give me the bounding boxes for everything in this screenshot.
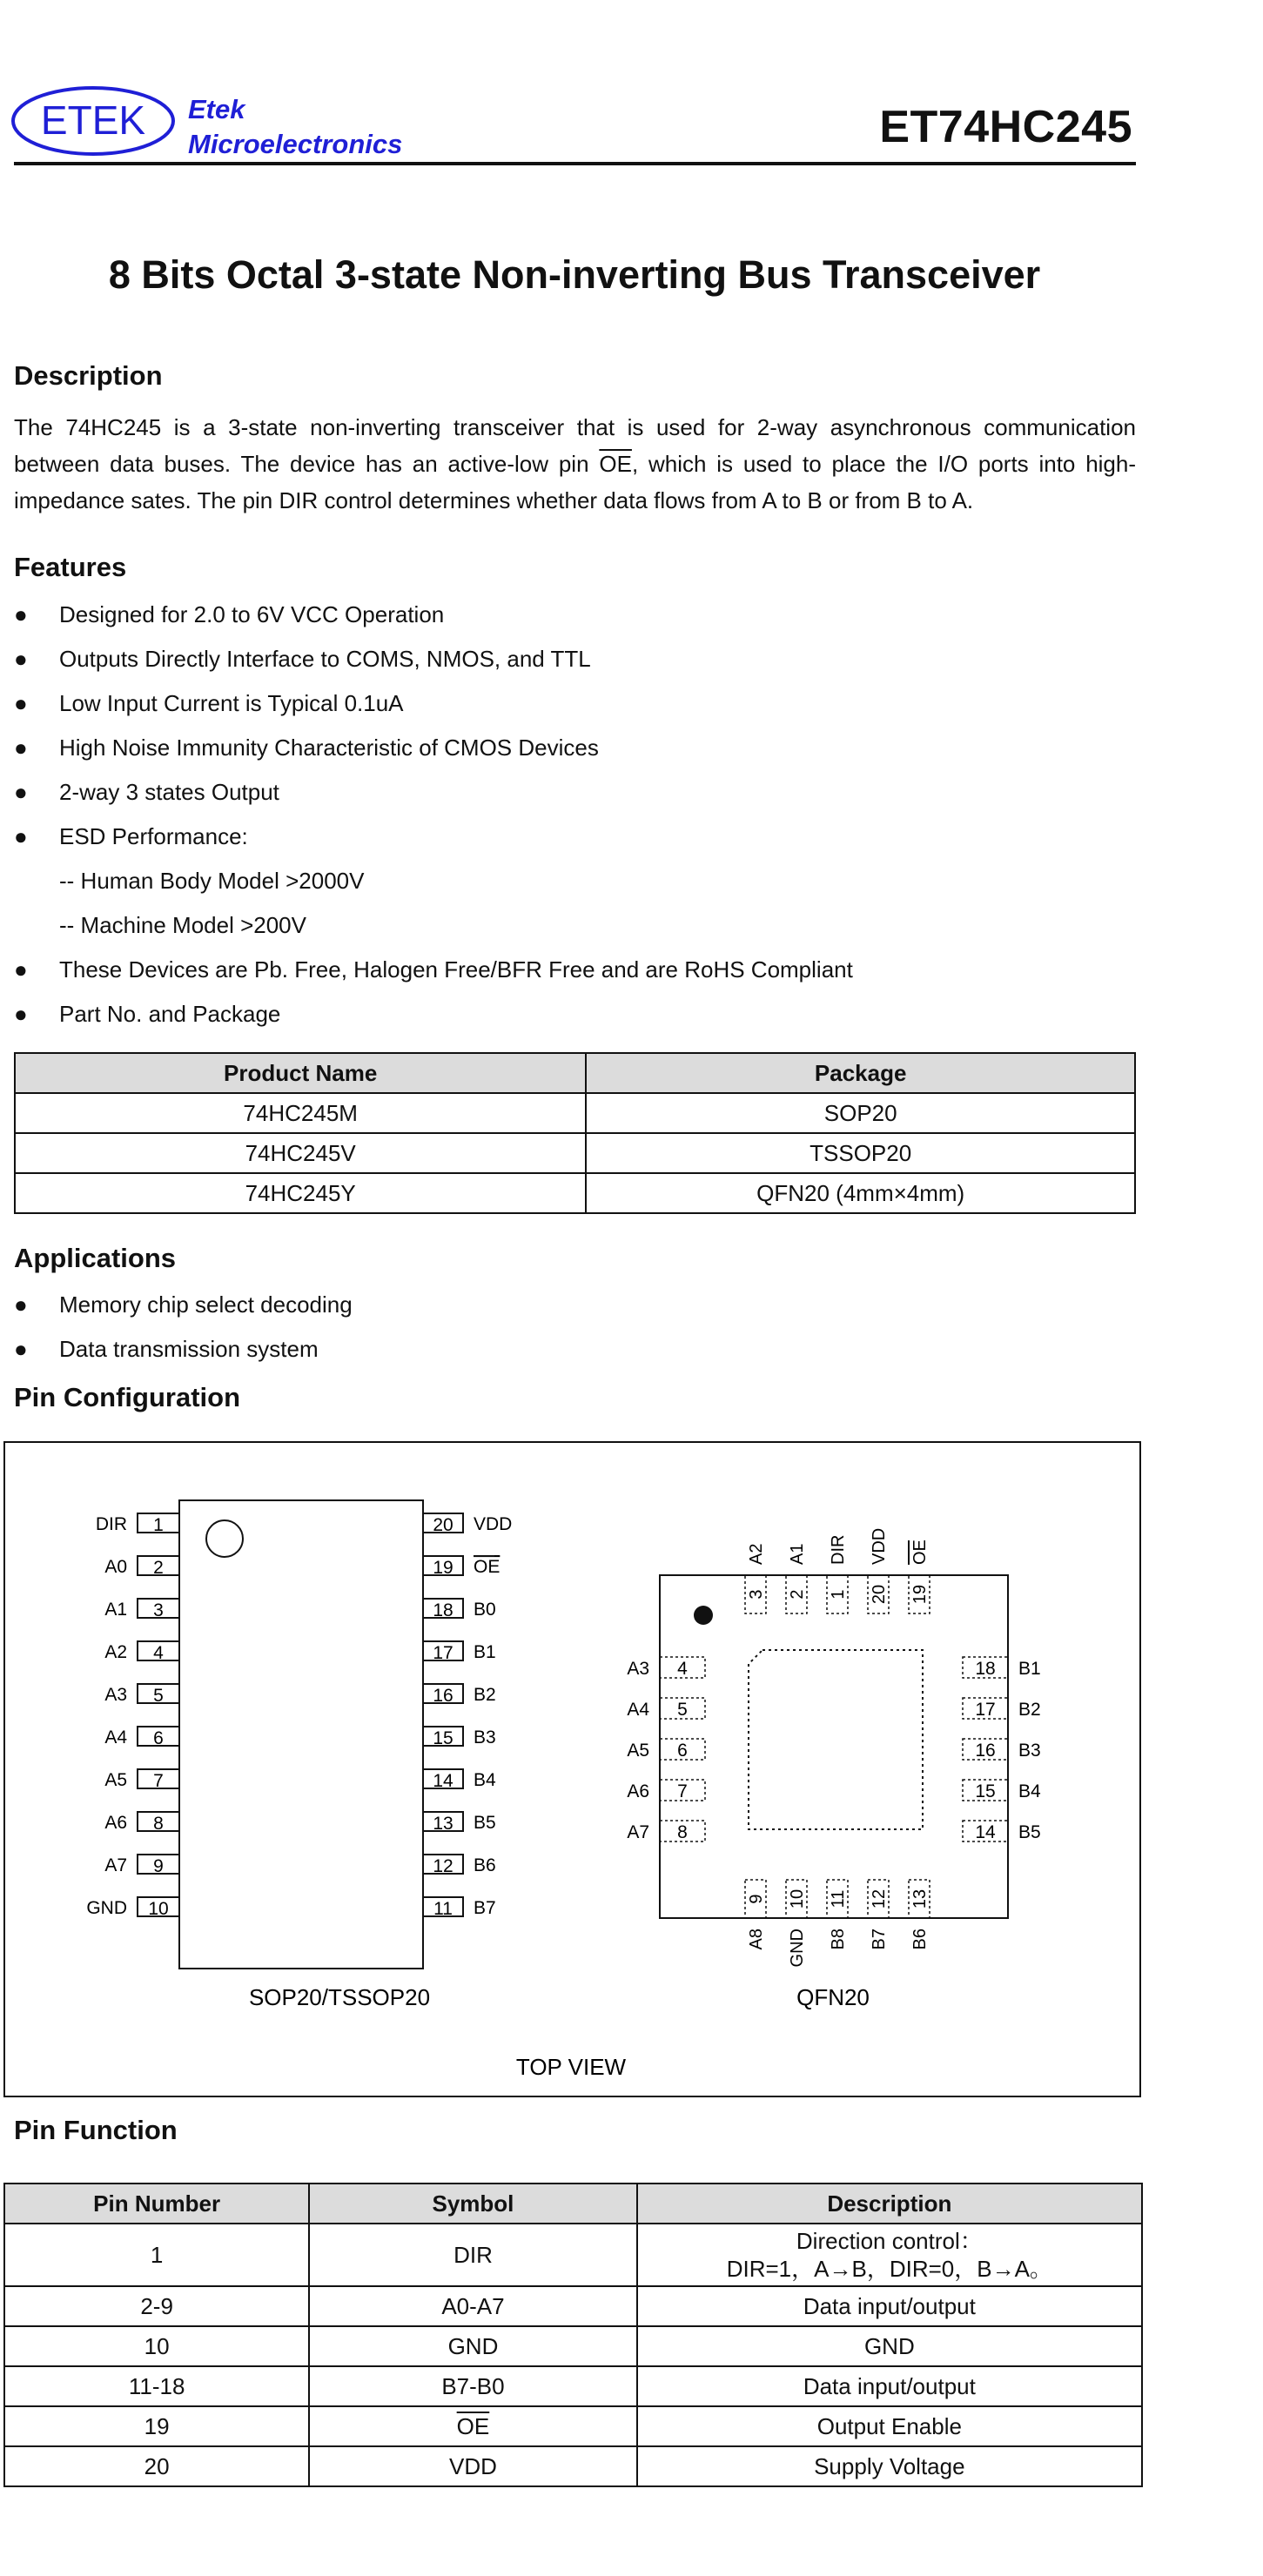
pin-name: B8: [829, 1929, 848, 1950]
pin-number: 5: [677, 1700, 688, 1720]
table-row: [4, 2326, 1142, 2366]
table-row: [4, 2406, 1142, 2446]
pin-name: A8: [747, 1929, 766, 1950]
pin-name: B5: [1018, 1822, 1041, 1842]
pin-number: 16: [975, 1741, 996, 1761]
bullet-icon: ●: [14, 601, 28, 627]
pin-number-cell: 2-9: [4, 2286, 309, 2326]
pin-name: B1: [474, 1642, 496, 1662]
pin-name: A5: [627, 1741, 649, 1761]
sop-pin-15: [423, 1727, 496, 1748]
oe-symbol: $\overline{OE}$: [456, 2412, 490, 2439]
header-product-name: Product Name: [15, 1053, 586, 1093]
pin-number-cell: 1: [4, 2224, 309, 2286]
table-row: [4, 2366, 1142, 2406]
pin-number: 3: [747, 1589, 766, 1600]
sop-pin-2: [104, 1556, 179, 1578]
description-line-2: DIR=1，A→B，DIR=0，B→A。: [726, 2256, 1052, 2282]
pin-name: B3: [1018, 1741, 1041, 1761]
pin-name: A4: [627, 1700, 649, 1720]
application-text: Memory chip select decoding: [59, 1291, 353, 1318]
pin-number: 15: [975, 1781, 996, 1801]
pin-number: 9: [153, 1856, 164, 1876]
pin-number: 13: [910, 1888, 930, 1909]
pin-name: B2: [474, 1685, 496, 1705]
pin-number: 5: [153, 1686, 164, 1706]
symbol-cell: VDD: [309, 2446, 636, 2486]
feature-text: Part No. and Package: [59, 1001, 281, 1027]
etek-logo: [10, 85, 176, 157]
feature-text: Outputs Directly Interface to COMS, NMOS, and TTL: [59, 646, 591, 672]
pin-number: 2: [153, 1558, 164, 1578]
table-header-row: [15, 1053, 1135, 1093]
table-row: [4, 2446, 1142, 2486]
qfn-pins: [627, 1528, 1041, 1968]
package-cell: SOP20: [586, 1093, 1135, 1133]
qfn-pin-20: [868, 1528, 889, 1613]
bullet-icon: ●: [14, 779, 28, 805]
pin-name: A1: [104, 1600, 127, 1620]
qfn-pin-19: [909, 1540, 930, 1613]
pin-number: 9: [747, 1894, 766, 1904]
symbol-cell: DIR: [309, 2224, 636, 2286]
logo-text: ETEK: [40, 97, 146, 143]
table-row: [15, 1093, 1135, 1133]
pin-function-table: [3, 2183, 1143, 2487]
pin-number: 12: [433, 1856, 453, 1876]
table-header-row: [4, 2184, 1142, 2224]
pin-name: DIR: [829, 1534, 848, 1565]
product-name-cell: 74HC245Y: [15, 1173, 586, 1213]
sop-pin-7: [104, 1769, 179, 1791]
esd-machine: -- Machine Model >200V: [59, 912, 306, 938]
description-part-2: , which is used to place the I/O ports into high-impedance sates. The pin DIR control determines whether data flows from A to B or from B to A.: [14, 451, 1137, 513]
top-view-label: TOP VIEW: [515, 2054, 627, 2080]
sop-label: SOP20/TSSOP20: [248, 1984, 431, 2010]
pin-name: B6: [910, 1929, 930, 1950]
sop-pin-17: [423, 1641, 496, 1663]
pin-number-cell: 11-18: [4, 2366, 309, 2406]
thermal-pad: [749, 1650, 923, 1829]
pin-name: B7: [870, 1929, 889, 1950]
table-row: [15, 1133, 1135, 1173]
header-pin-number: Pin Number: [4, 2184, 309, 2224]
pin-number: 16: [433, 1686, 453, 1706]
qfn-pin-6: [627, 1739, 705, 1761]
qfn-pin-15: [963, 1780, 1041, 1801]
description-cell: GND: [637, 2326, 1142, 2366]
sop-pin-9: [104, 1855, 179, 1876]
pin-number: 12: [870, 1888, 889, 1909]
qfn-pin-9: [745, 1880, 766, 1949]
sop-pin-19: [423, 1556, 500, 1578]
pin-name: B6: [474, 1855, 496, 1875]
pin-number: 8: [677, 1822, 688, 1842]
sop-pin-18: [423, 1599, 496, 1620]
pin-name: VDD: [870, 1527, 889, 1565]
pin-name: B2: [1018, 1700, 1041, 1720]
package-cell: TSSOP20: [586, 1133, 1135, 1173]
header-divider: [14, 162, 1136, 165]
pin-number: 3: [153, 1600, 164, 1620]
pin-name: B4: [474, 1770, 496, 1790]
description-cell: Data input/output: [637, 2286, 1142, 2326]
pin-number: 14: [433, 1771, 453, 1791]
sop-pin-5: [104, 1684, 179, 1706]
pin-number: 19: [910, 1584, 930, 1605]
pin-name: A5: [104, 1770, 127, 1790]
esd-human-body: -- Human Body Model >2000V: [59, 868, 365, 894]
bullet-icon: ●: [14, 823, 28, 849]
qfn-pin-16: [963, 1739, 1041, 1761]
sop-pin-6: [104, 1727, 179, 1748]
pin-configuration-diagram: [3, 1441, 1141, 2097]
qfn-pin-18: [963, 1657, 1041, 1679]
sop-pin-3: [104, 1599, 179, 1620]
pin-number-cell: 19: [4, 2406, 309, 2446]
feature-text: 2-way 3 states Output: [59, 779, 279, 805]
package-table: [14, 1052, 1136, 1214]
description-cell: Supply Voltage: [637, 2446, 1142, 2486]
bullet-icon: ●: [14, 735, 28, 761]
table-row: [4, 2224, 1142, 2286]
applications-heading: Applications: [14, 1243, 177, 1273]
pin-name: A4: [104, 1727, 127, 1748]
header-package: Package: [586, 1053, 1135, 1093]
document-title: 8 Bits Octal 3-state Non-inverting Bus Transceiver: [108, 252, 1041, 297]
pin-number: 13: [433, 1814, 453, 1834]
pin-name: OE: [910, 1540, 930, 1565]
bullet-icon: ●: [14, 1336, 28, 1362]
application-text: Data transmission system: [59, 1336, 319, 1362]
sop-pin-4: [104, 1641, 179, 1663]
bullet-icon: ●: [14, 1001, 28, 1027]
qfn-label: QFN20: [796, 1984, 870, 2010]
pin-number: 4: [153, 1643, 164, 1663]
qfn-pin-7: [627, 1780, 705, 1801]
pin-number: 10: [148, 1899, 169, 1919]
pin-number: 20: [433, 1515, 453, 1535]
qfn-pin-5: [627, 1698, 705, 1720]
symbol-cell: [309, 2406, 636, 2446]
pin-configuration-heading: Pin Configuration: [14, 1382, 241, 1412]
pin-name: B1: [1018, 1659, 1041, 1679]
pin-name: A7: [104, 1855, 127, 1875]
qfn-pin-4: [627, 1657, 705, 1679]
company-line-1: Etek: [188, 94, 245, 124]
company-name: [188, 92, 402, 162]
sop-pin-14: [423, 1769, 496, 1791]
sop-pin-1: [96, 1513, 179, 1535]
description-cell: Output Enable: [637, 2406, 1142, 2446]
description-cell: Data input/output: [637, 2366, 1142, 2406]
pin-number: 10: [788, 1888, 807, 1909]
table-row: [4, 2286, 1142, 2326]
pinout-drawing: [5, 1443, 1139, 2096]
pin-number: 20: [870, 1584, 889, 1605]
pin-number: 17: [975, 1700, 996, 1720]
pin-name: B7: [474, 1898, 496, 1918]
features-heading: Features: [14, 552, 127, 582]
pin-name: VDD: [474, 1514, 513, 1534]
pin-name: B5: [474, 1813, 496, 1833]
bullet-icon: ●: [14, 956, 28, 983]
oe-overline-text: $\overline{OE}$: [599, 451, 632, 477]
description-line-1: Direction control：: [796, 2228, 983, 2254]
qfn-pin1-dot-icon: [694, 1606, 713, 1625]
symbol-cell: A0-A7: [309, 2286, 636, 2326]
pin-name: A6: [627, 1781, 649, 1801]
pin-number: 17: [433, 1643, 453, 1663]
qfn-pin-3: [745, 1544, 766, 1613]
header-symbol: Symbol: [309, 2184, 636, 2224]
pin-name: B4: [1018, 1781, 1041, 1801]
header-description: Description: [637, 2184, 1142, 2224]
sop-pin-11: [423, 1897, 496, 1919]
pin-number: 1: [829, 1589, 848, 1600]
pin-name: A0: [104, 1557, 127, 1577]
pin-name: A3: [627, 1659, 649, 1679]
feature-text: These Devices are Pb. Free, Halogen Free/BFR Free and are RoHS Compliant: [59, 956, 853, 983]
pin-number: 2: [788, 1589, 807, 1600]
pin-name: GND: [788, 1929, 807, 1968]
pin-name: DIR: [95, 1514, 127, 1534]
pin-number: 1: [153, 1515, 164, 1535]
qfn-pin-10: [786, 1880, 807, 1967]
pin-name: B3: [474, 1727, 496, 1748]
pin-number-cell: 10: [4, 2326, 309, 2366]
pin-number: 11: [433, 1899, 453, 1919]
qfn-pin-13: [909, 1880, 930, 1949]
qfn-pin-14: [963, 1821, 1041, 1842]
sop-pin-16: [423, 1684, 496, 1706]
pin-function-heading: Pin Function: [14, 2115, 178, 2145]
feature-text: ESD Performance:: [59, 823, 248, 849]
description-cell: [637, 2224, 1142, 2286]
description-heading: Description: [14, 360, 163, 391]
bullet-icon: ●: [14, 690, 28, 716]
table-row: [15, 1173, 1135, 1213]
feature-text: High Noise Immunity Characteristic of CMOS Devices: [59, 735, 599, 761]
pin-number: 11: [829, 1889, 848, 1909]
pin-number: 7: [677, 1781, 688, 1801]
pin-name: A6: [104, 1813, 127, 1833]
pin-name: A3: [104, 1685, 127, 1705]
pin-number: 6: [677, 1741, 688, 1761]
package-cell: QFN20 (4mm×4mm): [586, 1173, 1135, 1213]
qfn-pin-1: [827, 1535, 848, 1613]
sop-pin-8: [104, 1812, 179, 1834]
bullet-icon: ●: [14, 646, 28, 672]
qfn-pin-11: [827, 1880, 848, 1949]
sop-pin-12: [423, 1855, 496, 1876]
pin-name: A2: [104, 1642, 127, 1662]
pin-number-cell: 20: [4, 2446, 309, 2486]
sop-pin-20: [423, 1513, 512, 1535]
description-part-1: The 74HC245 is a 3-state non-inverting transceiver that is used for 2-way asynchronous communication between data buses. The device has an active-low pin: [14, 414, 1136, 477]
company-line-2: Microelectronics: [188, 129, 403, 159]
sop-pin-10: [86, 1897, 179, 1919]
pin-name: GND: [86, 1898, 127, 1918]
feature-text: Low Input Current is Typical 0.1uA: [59, 690, 404, 716]
pin-number: 4: [677, 1659, 688, 1679]
symbol-cell: B7-B0: [309, 2366, 636, 2406]
pin1-marker-icon: [206, 1520, 243, 1557]
pin-number: 19: [433, 1558, 453, 1578]
pin-number: 14: [975, 1822, 996, 1842]
part-number: ET74HC245: [879, 102, 1132, 152]
pin-name: B0: [474, 1600, 496, 1620]
pin-number: 8: [153, 1814, 164, 1834]
symbol-cell: GND: [309, 2326, 636, 2366]
qfn-package-body: [660, 1575, 1008, 1918]
qfn-pin-2: [786, 1544, 807, 1613]
sop-pin-13: [423, 1812, 496, 1834]
feature-text: Designed for 2.0 to 6V VCC Operation: [59, 601, 445, 627]
pin-number: 7: [153, 1771, 164, 1791]
pin-name: A1: [788, 1543, 807, 1565]
pin-number: 18: [975, 1659, 996, 1679]
pin-name: A7: [627, 1822, 649, 1842]
pin-number: 15: [433, 1728, 453, 1748]
product-name-cell: 74HC245M: [15, 1093, 586, 1133]
bullet-icon: ●: [14, 1291, 28, 1318]
pin-name: OE: [474, 1557, 500, 1577]
product-name-cell: 74HC245V: [15, 1133, 586, 1173]
qfn-pin-17: [963, 1698, 1041, 1720]
qfn-pin-8: [627, 1821, 705, 1842]
sop-package-body: [179, 1500, 423, 1969]
qfn-pin-12: [868, 1880, 889, 1949]
sop-pins: [86, 1513, 512, 1919]
description-text: [14, 409, 1136, 519]
pin-number: 6: [153, 1728, 164, 1748]
pin-name: A2: [747, 1543, 766, 1565]
pin-number: 18: [433, 1600, 453, 1620]
